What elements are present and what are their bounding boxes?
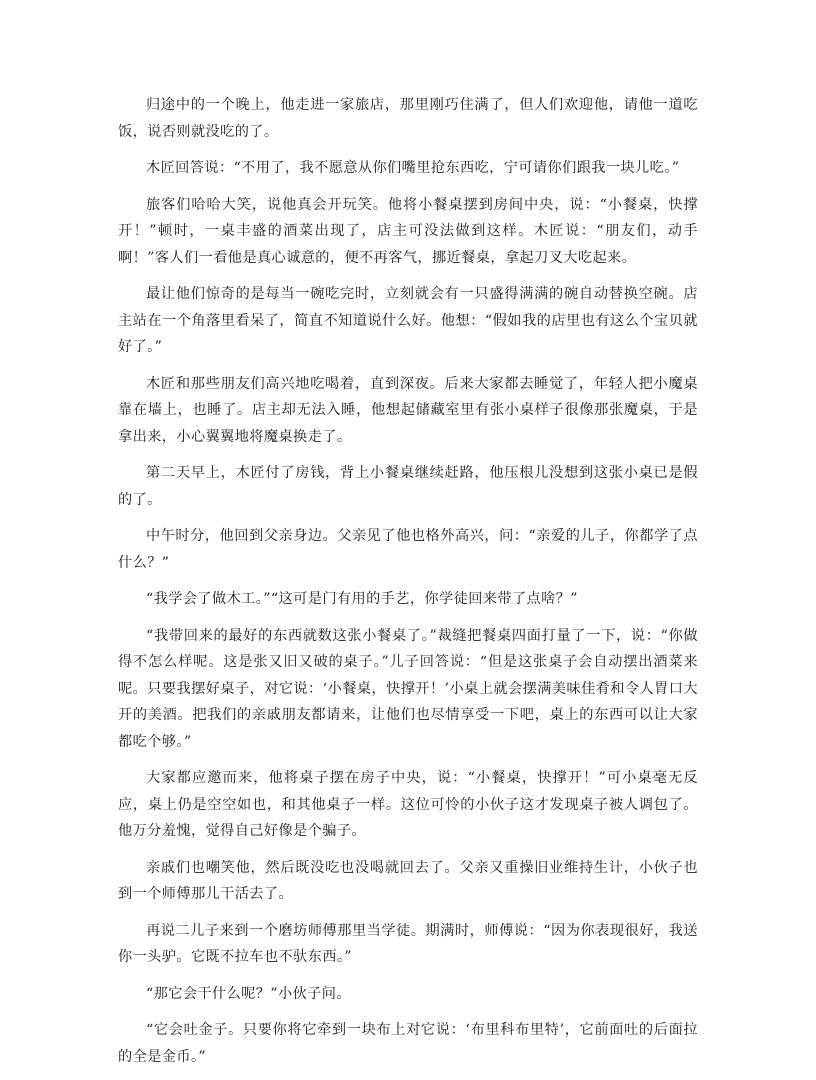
paragraph-12: 再说二儿子来到一个磨坊师傅那里当学徒。期满时，师傅说：“因为你表现很好，我送你一头驴。它既不拉车也不驮东西。” xyxy=(118,922,698,965)
paragraph-7: 中午时分，他回到父亲身边。父亲见了他也格外高兴，问：“亲爱的儿子，你都学了点什么？” xyxy=(118,528,698,571)
paragraph-1: 归途中的一个晚上，他走进一家旅店，那里刚巧住满了，但人们欢迎他，请他一道吃饭，说否则就没吃的了。 xyxy=(118,97,698,140)
paragraph-14: “它会吐金子。只要你将它牵到一块布上对它说：‘布里科布里特’，它前面吐的后面拉的全是金币。” xyxy=(118,1022,698,1065)
document-page xyxy=(118,92,698,1080)
paragraph-4: 最让他们惊奇的是每当一碗吃完时，立刻就会有一只盛得满满的碗自动替换空碗。店主站在一个角落里看呆了，简直不知道说什么好。他想：“假如我的店里也有这么个宝贝就好了。” xyxy=(118,286,698,355)
paragraph-11: 亲戚们也嘲笑他，然后既没吃也没喝就回去了。父亲又重操旧业维持生计，小伙子也到一个师傅那儿干活去了。 xyxy=(118,859,698,902)
paragraph-9: “我带回来的最好的东西就数这张小餐桌了。”裁缝把餐桌四面打量了一下，说：“你做得不怎么样呢。这是张又旧又破的桌子。”儿子回答说：“但是这张桌子会自动摆出酒菜来呢。只要我摆好桌子，对它说：‘小餐桌，快撑开！’小桌上就会摆满美味佳肴和令人胃口大开的美酒。把我们的亲戚朋友都请来，让他们也尽情享受一下吧，桌上的东西可以让大家都吃个够。” xyxy=(118,627,698,750)
paragraph-3: 旅客们哈哈大笑，说他真会开玩笑。他将小餐桌摆到房间中央，说：“小餐桌，快撑开！”顿时，一桌丰盛的酒菜出现了，店主可没法做到这样。木匠说：“朋友们，动手啊！”客人们一看他是真心诚意的，便不再客气，挪近餐桌，拿起刀叉大吃起来。 xyxy=(118,196,698,266)
paragraph-6: 第二天早上，木匠付了房钱，背上小餐桌继续赶路，他压根儿没想到这张小桌已是假的了。 xyxy=(118,465,698,508)
paragraph-10: 大家都应邀而来，他将桌子摆在房子中央，说：“小餐桌，快撑开！”可小桌毫无反应，桌上仍是空空如也，和其他桌子一样。这位可怜的小伙子这才发现桌子被人调包了。他万分羞愧，觉得自己好像是个骗子。 xyxy=(118,770,698,839)
paragraph-5: 木匠和那些朋友们高兴地吃喝着，直到深夜。后来大家都去睡觉了，年轻人把小魔桌靠在墙上，也睡了。店主却无法入睡，他想起储藏室里有张小桌样子很像那张魔桌，于是拿出来，小心翼翼地将魔桌换走了。 xyxy=(118,375,698,445)
paragraph-2: 木匠回答说：“不用了，我不愿意从你们嘴里抢东西吃，宁可请你们跟我一块儿吃。” xyxy=(146,160,680,176)
paragraph-13: “那它会干什么呢？”小伙子问。 xyxy=(146,985,351,1002)
paragraph-8: “我学会了做木工。”“这可是门有用的手艺，你学徒回来带了点啥？” xyxy=(146,591,578,607)
